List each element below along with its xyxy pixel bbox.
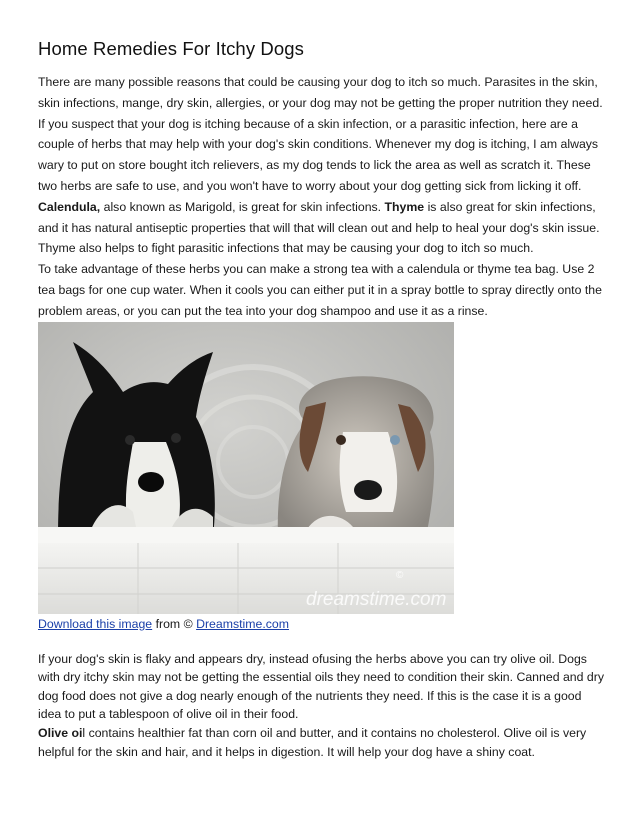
watermark-text: dreamstime.com — [306, 588, 447, 610]
calendula-thyme-paragraph — [38, 197, 606, 259]
thyme-text: is also great for skin infections, and it has natural antiseptic properties that will that will clean out and help to heal your dog's skin issue. Thyme also helps to fight parasitic infections that may be causing your dog to itch so much. — [38, 199, 600, 256]
tea-instructions-paragraph: To take advantage of these herbs you can make a strong tea with a calendula or thyme tea bag. Use 2 tea bags for one cup water. When it cools you can either put it in a spray bottle to spray directly onto the problem areas, or you can put the tea into your dog shampoo and use it as a rinse. — [38, 262, 602, 318]
calendula-text: also known as Marigold, is great for skin infections. — [100, 199, 385, 214]
document-page — [38, 36, 606, 761]
watermark-copyright: © — [396, 569, 404, 581]
olive-oil-text: l contains healthier fat than corn oil and butter, and it contains no cholesterol. Olive oil is very helpful for the skin and hair, and it helps in digestion. It will help your dog have a shiny coat. — [38, 725, 587, 759]
page-title: Home Remedies For Itchy Dogs — [38, 38, 305, 59]
olive-oil-term: Olive oi — [38, 725, 83, 740]
download-image-link[interactable]: Download this image — [38, 616, 153, 631]
olive-oil-benefits-paragraph — [38, 724, 606, 761]
image-caption — [38, 614, 606, 634]
caption-from-text: from © — [152, 616, 197, 631]
right-dog — [278, 376, 434, 537]
dogs-photo — [38, 322, 454, 614]
dogs-illustration — [38, 322, 454, 614]
olive-oil-intro-paragraph: If your dog's skin is flaky and appears dry, instead ofusing the herbs above you can try olive oil. Dogs with dry itchy skin may not be getting the essential oils they need to condition their skin. Canned and dry dog food does not give a dog nearly enough of the nutrients they need. If this is the case it is a good idea to put a tablespoon of olive oil in their food. — [38, 651, 604, 722]
dreamstime-link[interactable]: Dreamstime.com — [196, 616, 289, 631]
thyme-term: Thyme — [384, 199, 425, 214]
intro-paragraph: There are many possible reasons that could be causing your dog to itch so much. Parasites in the skin, skin infections, mange, dry skin, allergies, or your dog may not be getting the proper nutrition they need. — [38, 75, 603, 110]
calendula-term: Calendula, — [38, 199, 101, 214]
herbs-intro-paragraph: If you suspect that your dog is itching because of a skin infection, or a parasitic infection, here are a couple of herbs that may help with your dog's skin conditions. Whenever my dog is itching, I am always wary to put on store bought itch relievers, as my dog tends to lick the area as well as scratch it. These two herbs are safe to use, and you won't have to worry about your dog getting sick from licking it off. — [38, 116, 599, 193]
